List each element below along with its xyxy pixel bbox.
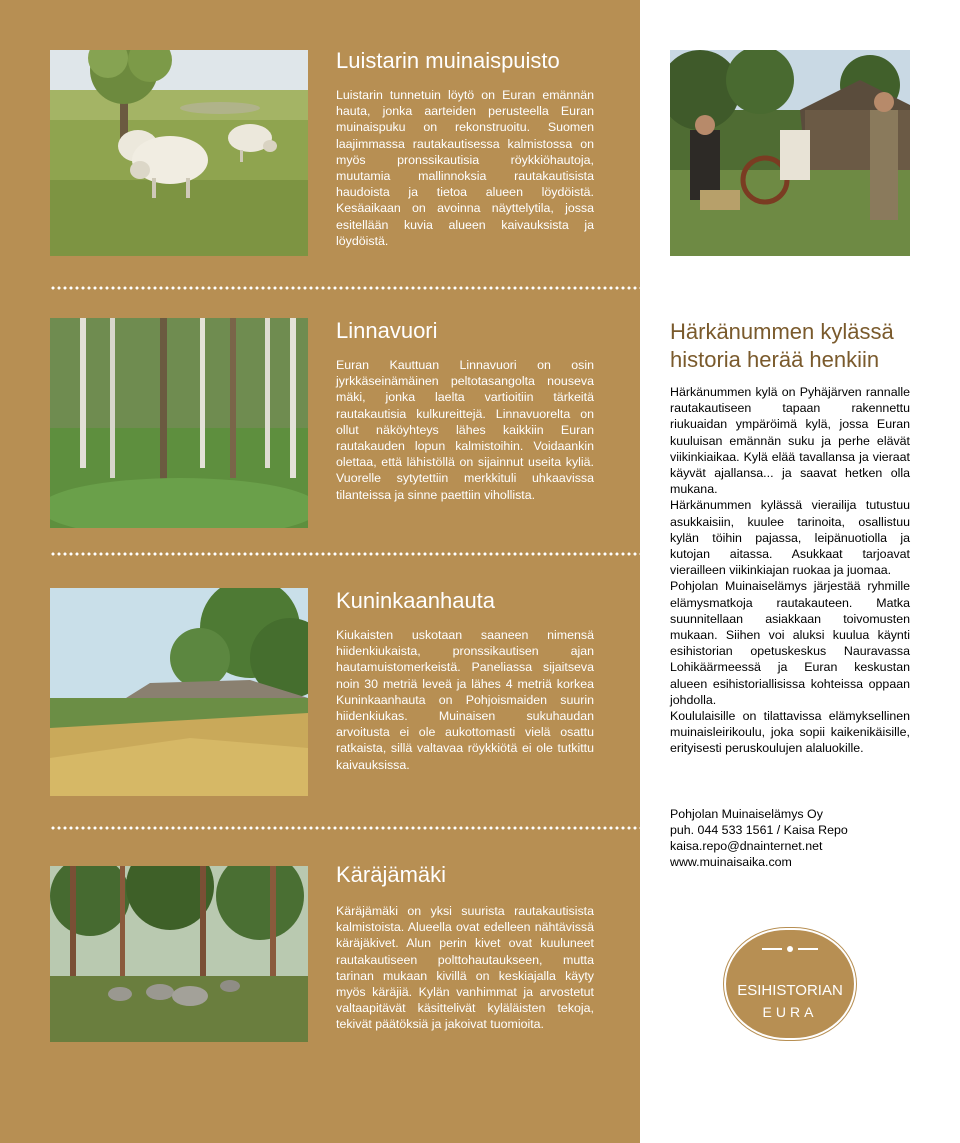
karajamaki-body: Käräjämäki on yksi suurista rautakautisista kalmistoista. Alueella ovat edelleen nähtävissä käräjäkivet. Alun perin kivet ovat kuuluneet rautakautiseen polttohautaukseen, mutta tarinan mukaan kivillä on keskiajalla käyty myös käräjiä. Kylän vanhimmat ja arvostetut valtaapitävät käsittelivät kyläläisten tekoja, tekivät päätöksiä ja jakoivat tuomioita.: [336, 904, 594, 1032]
harkanummi-body: [670, 384, 910, 757]
karajamaki-title: Käräjämäki: [336, 862, 447, 887]
divider-1: [50, 286, 640, 290]
divider-2: [50, 552, 640, 556]
stone-cairn-photo: [50, 588, 308, 796]
logo-dash-dot-icon: [726, 942, 854, 959]
contact-block: [670, 806, 910, 870]
kuninkaanhauta-title: Kuninkaanhauta: [336, 588, 496, 613]
linnavuori-title: Linnavuori: [336, 318, 438, 343]
luistari-title: Luistarin muinaispuisto: [336, 48, 560, 73]
kuninkaanhauta-body: Kiukaisten uskotaan saaneen nimensä hiidenkiukaista, pronssikautisen ajan hautamuistomerkeistä. Paneliassa sijaitseva noin 30 metriä leveä ja lähes 4 metriä korkea Kuninkaanhauta on Pohjoismaiden suurin hiidenkiukas. Muinaisen sukuhaudan arvoitusta ei ole aukottomasti vielä osattu ratkaista, sillä valtavaa röykkiötä ei ole tutkittu kaivauksissa.: [336, 628, 594, 772]
contact-web[interactable]: www.muinaisaika.com: [670, 855, 792, 869]
contact-email[interactable]: kaisa.repo@dnainternet.net: [670, 839, 823, 853]
village-photo: [670, 50, 910, 256]
esihistorian-eura-logo: [726, 930, 854, 1038]
harkanummi-title: Härkänummen kylässä historia herää henkiin: [670, 319, 894, 372]
divider-3: [50, 826, 640, 830]
forest-photo: [50, 318, 308, 528]
harkanummi-paragraph-4: Koululaisille on tilattavissa elämyksellinen muinaisleirikoulu, joka sopii kaikenikäisille, erityisesti peruskoulujen alaluokille.: [670, 709, 910, 756]
birch-stones-photo: [50, 866, 308, 1042]
harkanummi-paragraph-2: Härkänummen kylässä vierailija tutustuu asukkaisiin, kuulee tarinoita, osallistuu kylän töihin pajassa, leipänuotiolla ja kutojan aitassa. Asukkaat tarjoavat vierailleen viikinkiajan ruokaa ja juomaa.: [670, 498, 910, 578]
sheep-photo: [50, 50, 308, 256]
harkanummi-paragraph-3: Pohjolan Muinaiselämys järjestää ryhmille elämysmatkoja rautakauteen. Matka suunnitellaan asiakkaan toivomusten mukaan. Siihen voi aluksi kuulua käynti esihistorian opetuskeskus Nauravassa Lohikäärmeessä ja Euran keskustan alueen esihistoriallisissa kohteissa oppaan johdolla.: [670, 579, 910, 707]
logo-line-1: ESIHISTORIAN: [737, 982, 843, 999]
luistari-body: Luistarin tunnetuin löytö on Euran emännän hauta, jonka aarteiden perusteella Euran muinaispuku on rekonstruoitu. Suomen laajimmassa rautakautisessa kalmistossa on myös pronssikautisia röykkiöhautoja, muutamia mallinnoksia rautakautisista haudoista ja tietoa alueen löydöistä. Kesäaikaan on avoinna näyttelytila, jossa esitellään kuvia alueen kaivauksista ja löydöistä.: [336, 88, 594, 248]
contact-phone[interactable]: puh. 044 533 1561 / Kaisa Repo: [670, 823, 848, 837]
harkanummi-paragraph-1: Härkänummen kylä on Pyhäjärven rannalle rautakautiseen tapaan rakennettu riukuaidan ympäröimä kylä, jossa Euran kuuluisan emännän suku ja perhe elävät viikinkiaikaa. Kylä elää tavallansa ja vieraat käyvät ajallansa... ja saavat hetken olla mukana.: [670, 385, 910, 497]
linnavuori-body: Euran Kauttuan Linnavuori on osin jyrkkäseinämäinen peltotasangolta nouseva mäki, jonka laelta vartioitiin tärkeitä rautakautisia kulkureittejä. Linnavuorelta on ollut näköyhteys lähes kaikkiin Euran rautakauden lopun kalmistoihin. Voidaankin olettaa, että lähistöllä on sijainnut useita kyliä. Vuorelle sytytettiin merkkituli uhkaavissa tilanteissa ja sinne paettiin vihollista.: [336, 358, 594, 502]
contact-org: Pohjolan Muinaiselämys Oy: [670, 807, 823, 821]
logo-line-2: EURA: [762, 1004, 818, 1020]
